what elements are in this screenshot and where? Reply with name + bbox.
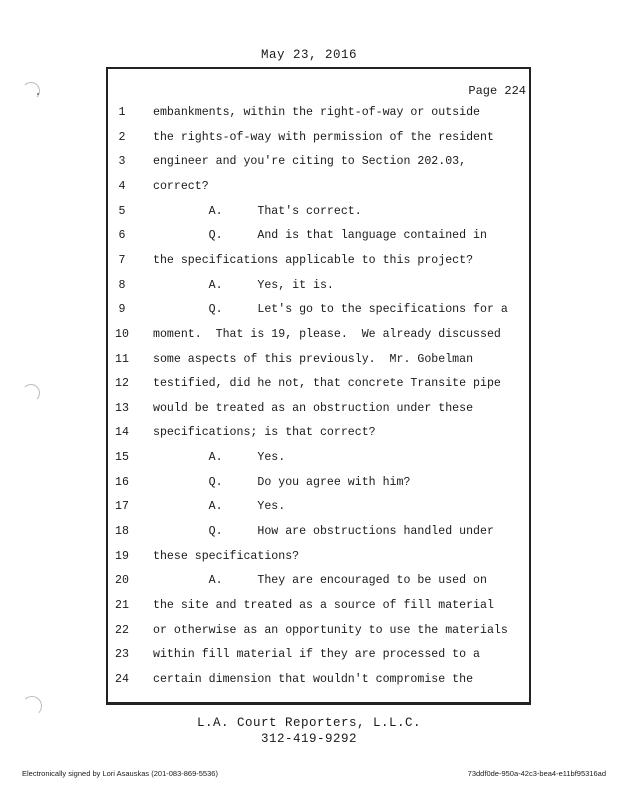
- line-number: 10: [115, 327, 129, 341]
- transcript-line: [0, 180, 618, 202]
- page-number-label: Page 224: [468, 84, 526, 98]
- transcript-line: [0, 426, 618, 448]
- line-text: A. Yes.: [153, 451, 286, 465]
- line-text: Q. Let's go to the specifications for a: [153, 303, 508, 317]
- line-number: 23: [115, 648, 129, 662]
- line-text: the rights-of-way with permission of the resident: [153, 130, 494, 144]
- electronic-signature-note: Electronically signed by Lori Asauskas (201-083-869-5536): [22, 769, 218, 778]
- transcript-line: [0, 476, 618, 498]
- line-number: 19: [115, 549, 129, 563]
- transcript-line: [0, 303, 618, 325]
- transcript-line: [0, 131, 618, 153]
- transcript-line: [0, 599, 618, 621]
- line-text: A. They are encouraged to be used on: [153, 574, 487, 588]
- line-text: moment. That is 19, please. We already discussed: [153, 327, 501, 341]
- line-text: the site and treated as a source of fill material: [153, 599, 494, 612]
- document-id: 73ddf0de-950a-42c3-bea4-e11bf95316ad: [467, 769, 606, 778]
- line-text: certain dimension that wouldn't compromise the: [153, 672, 474, 686]
- transcript-line: [0, 451, 618, 473]
- transcript-line: [0, 402, 618, 424]
- transcript-line: [0, 279, 618, 301]
- transcript-line: [0, 574, 618, 596]
- court-reporter-name: L.A. Court Reporters, L.L.C.: [196, 716, 422, 730]
- line-text: or otherwise as an opportunity to use the materials: [153, 623, 508, 637]
- line-text: engineer and you're citing to Section 202.03,: [153, 155, 467, 169]
- line-text: specifications; is that correct?: [153, 426, 376, 440]
- transcript-line: [0, 106, 618, 128]
- line-text: the specifications applicable to this project?: [153, 253, 474, 267]
- transcript-line: [0, 550, 618, 572]
- transcript-line: [0, 229, 618, 251]
- transcript-line: [0, 254, 618, 276]
- line-text: A. Yes, it is.: [153, 278, 334, 292]
- line-text: Q. Do you agree with him?: [153, 475, 411, 489]
- line-number: 13: [115, 401, 129, 415]
- line-number: 8: [118, 278, 126, 292]
- scan-speck: [37, 93, 39, 95]
- line-text: A. Yes.: [153, 500, 286, 514]
- transcript-line: [0, 525, 618, 547]
- line-number: 16: [115, 475, 129, 489]
- line-text: embankments, within the right-of-way or outside: [153, 106, 480, 119]
- line-text: some aspects of this previously. Mr. Gobelman: [153, 352, 474, 366]
- transcript-line: [0, 377, 618, 399]
- transcript-line: [0, 205, 618, 227]
- line-number: 18: [115, 525, 129, 539]
- line-text: correct?: [153, 179, 209, 193]
- line-text: would be treated as an obstruction under these: [153, 401, 474, 415]
- transcript-date: May 23, 2016: [260, 48, 357, 62]
- punch-hole-mark: [22, 384, 40, 402]
- line-text: these specifications?: [153, 549, 300, 563]
- line-number: 9: [118, 303, 126, 317]
- line-text: Q. How are obstructions handled under: [153, 525, 494, 539]
- line-text: within fill material if they are processed to a: [153, 648, 480, 662]
- line-number: 12: [115, 377, 129, 391]
- line-number: 14: [115, 426, 129, 440]
- line-number: 21: [115, 599, 129, 612]
- transcript-line: [0, 328, 618, 350]
- transcript-line: [0, 500, 618, 522]
- line-number: 6: [118, 229, 126, 243]
- line-number: 4: [118, 179, 126, 193]
- transcript-line: [0, 673, 618, 695]
- line-number: 15: [115, 451, 129, 465]
- punch-hole-mark: [22, 82, 40, 100]
- line-number: 7: [118, 253, 126, 267]
- line-text: testified, did he not, that concrete Transite pipe: [153, 377, 501, 391]
- line-number: 5: [118, 204, 126, 218]
- line-number: 17: [115, 500, 129, 514]
- court-reporter-phone: 312-419-9292: [260, 732, 357, 746]
- transcript-line: [0, 624, 618, 646]
- line-number: 2: [118, 130, 126, 144]
- line-number: 22: [115, 623, 129, 637]
- line-number: 11: [115, 352, 129, 366]
- transcript-line: [0, 155, 618, 177]
- transcript-line: [0, 353, 618, 375]
- line-text: Q. And is that language contained in: [153, 229, 487, 243]
- line-number: 24: [115, 672, 129, 686]
- punch-hole-mark: [22, 696, 42, 716]
- line-number: 1: [118, 106, 126, 119]
- line-number: 20: [115, 574, 129, 588]
- line-text: A. That's correct.: [153, 204, 362, 218]
- transcript-line: [0, 648, 618, 670]
- line-number: 3: [118, 155, 126, 169]
